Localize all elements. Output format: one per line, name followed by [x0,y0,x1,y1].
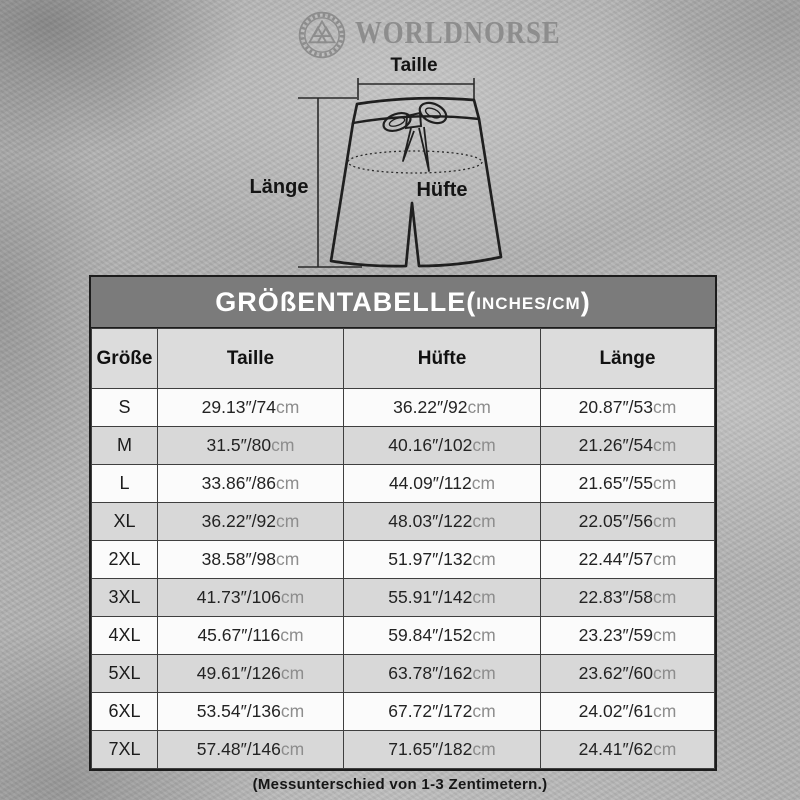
table-row [92,617,715,655]
laenge-cell: 22.44″/57cm [541,541,715,579]
taille-cell: 33.86″/86cm [158,465,344,503]
huefte-cell: 51.97″/132cm [344,541,541,579]
taille-cell: 53.54″/136cm [158,693,344,731]
col-header-size: Größe [92,329,158,389]
shorts-measurement-diagram [248,78,510,276]
size-chart-table [89,275,717,771]
col-header-huefte: Hüfte [344,329,541,389]
table-row [92,655,715,693]
table-row [92,541,715,579]
size-cell: 6XL [92,693,158,731]
laenge-cell: 21.65″/55cm [541,465,715,503]
size-cell: 4XL [92,617,158,655]
table-row [92,465,715,503]
huefte-cell: 48.03″/122cm [344,503,541,541]
taille-measure-line [358,78,474,100]
huefte-cell: 55.91″/142cm [344,579,541,617]
valknut-ring-icon [297,10,347,60]
taille-cell: 38.58″/98cm [158,541,344,579]
laenge-cell: 22.05″/56cm [541,503,715,541]
diagram-taille-label: Taille [390,55,438,76]
size-cell: L [92,465,158,503]
huefte-cell: 67.72″/172cm [344,693,541,731]
laenge-cell: 23.23″/59cm [541,617,715,655]
laenge-cell: 24.02″/61cm [541,693,715,731]
table-row [92,693,715,731]
paren-open: ( [466,286,477,317]
huefte-dotted-line [348,151,482,173]
laenge-cell: 24.41″/62cm [541,731,715,769]
size-cell: S [92,389,158,427]
diagram-laenge-label: Länge [249,176,309,198]
taille-cell: 36.22″/92cm [158,503,344,541]
brand-name: WORLDNORSE [355,14,561,50]
size-cell: XL [92,503,158,541]
size-chart-title-bar [91,277,715,328]
size-cell: M [92,427,158,465]
laenge-cell: 22.83″/58cm [541,579,715,617]
huefte-cell: 36.22″/92cm [344,389,541,427]
huefte-cell: 40.16″/102cm [344,427,541,465]
drawstring-bow [381,99,449,171]
huefte-cell: 59.84″/152cm [344,617,541,655]
table-header-row [92,329,715,389]
table-row [92,579,715,617]
taille-cell: 41.73″/106cm [158,579,344,617]
size-chart-title: GRÖßENTABELLE [215,286,467,317]
units-label: INCHES/CM [476,293,581,313]
laenge-cell: 23.62″/60cm [541,655,715,693]
huefte-cell: 44.09″/112cm [344,465,541,503]
laenge-cell: 21.26″/54cm [541,427,715,465]
col-header-laenge: Länge [541,329,715,389]
taille-cell: 29.13″/74cm [158,389,344,427]
taille-cell: 45.67″/116cm [158,617,344,655]
diagram-huefte-label: Hüfte [416,179,468,201]
taille-cell: 49.61″/126cm [158,655,344,693]
huefte-cell: 63.78″/162cm [344,655,541,693]
size-cell: 3XL [92,579,158,617]
laenge-cell: 20.87″/53cm [541,389,715,427]
table-row [92,389,715,427]
size-cell: 2XL [92,541,158,579]
measurement-disclaimer: (Messunterschied von 1-3 Zentimetern.) [252,776,548,793]
table-row [92,731,715,769]
table-row [92,503,715,541]
table-row [92,427,715,465]
taille-cell: 31.5″/80cm [158,427,344,465]
paren-close: ) [580,286,591,317]
size-cell: 5XL [92,655,158,693]
size-cell: 7XL [92,731,158,769]
huefte-cell: 71.65″/182cm [344,731,541,769]
taille-cell: 57.48″/146cm [158,731,344,769]
col-header-taille: Taille [158,329,344,389]
